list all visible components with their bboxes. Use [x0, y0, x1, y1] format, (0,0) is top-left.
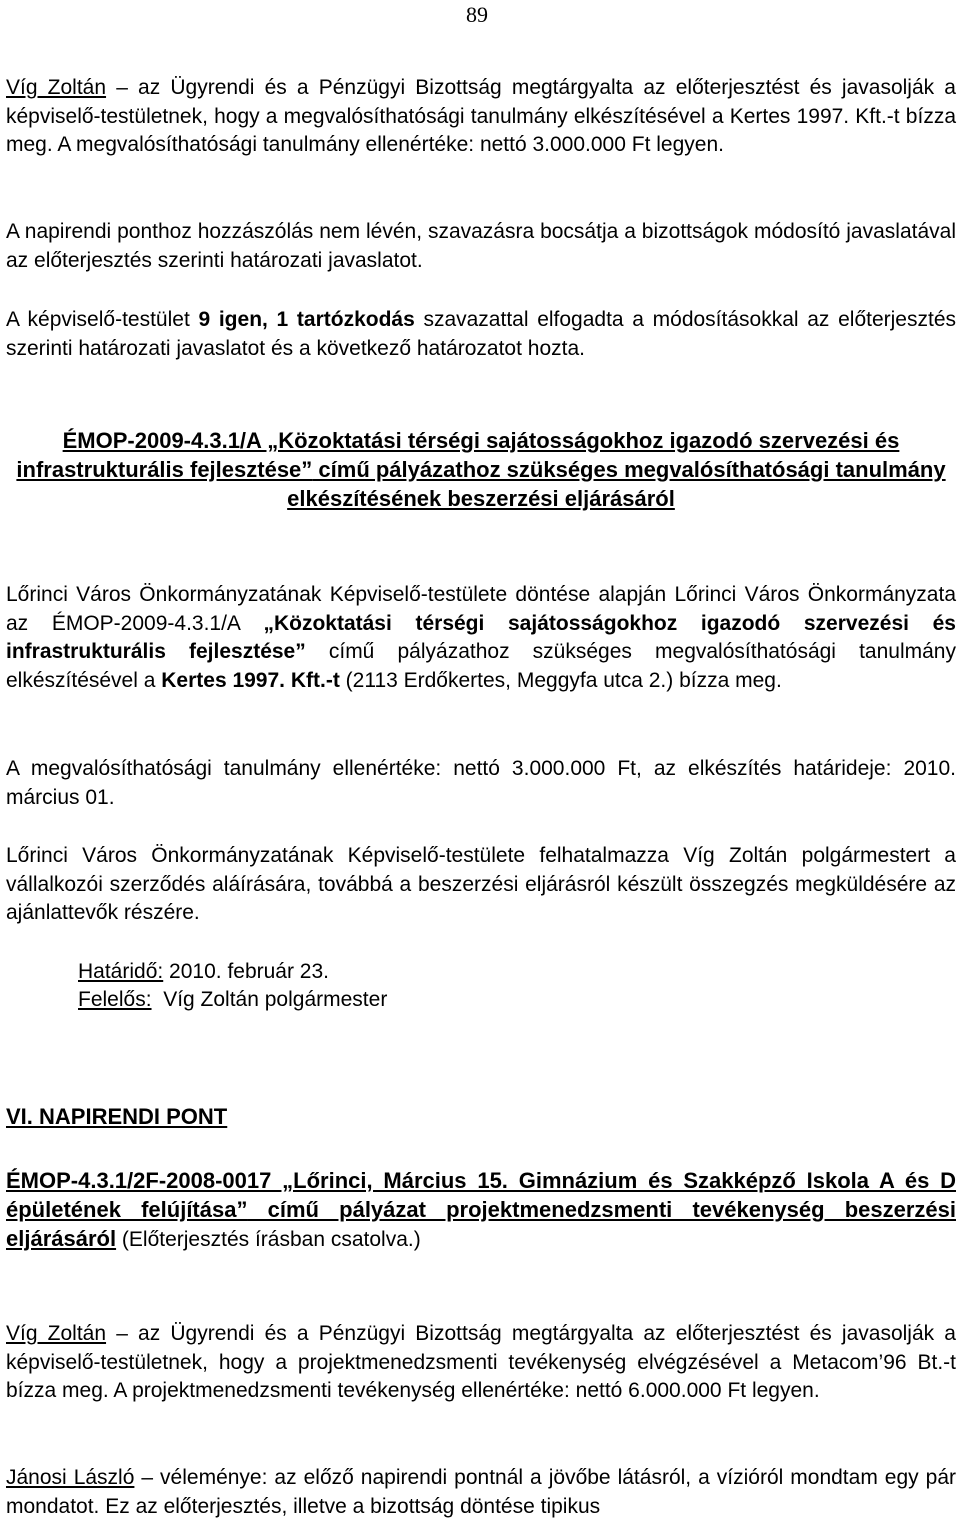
responsible-value: Víg Zoltán polgármester [151, 988, 388, 1011]
deadline-line [78, 958, 329, 987]
paragraph-text: – az Ügyrendi és a Pénzügyi Bizottság megtárgyalta az előterjesztést és javasolják a képviselő-testületnek, hogy a projektmenedzsmenti tevékenység elvégzésével a Metacom’96 Bt.-t bízza meg. A projektmenedzsmenti tevékenység ellenértéke: nettó 6.000.000 Ft legyen. [6, 1322, 956, 1402]
speaker-name: Víg Zoltán [6, 76, 107, 99]
section-title-text: VI. NAPIRENDI PONT [6, 1104, 228, 1129]
project-name: „Közoktatási térségi sajátosságokhoz igazodó szervezési és infrastrukturális fejlesztése” [6, 611, 956, 663]
vote-text-pre: A képviselő-testület [6, 308, 199, 331]
vote-text-post: szavazattal elfogadta a módosításokkal az előterjesztés szerinti határozati javaslatot és a következő határozatot hozta. [6, 308, 956, 360]
section-title [6, 1102, 956, 1131]
paragraph-vote-call: A napirendi ponthoz hozzászólás nem lévén, szavazásra bocsátja a bizottságok módosító javaslatával az előterjesztés szerinti határozati javaslatot. [6, 220, 956, 272]
agenda-title-main: ÉMOP-4.3.1/2F-2008-0017 „Lőrinci, Március 15. Gimnázium és Szakképző Iskola A és D épületének felújítása” [6, 1168, 956, 1222]
paragraph-text: – véleménye: az előző napirendi pontnál a jövőbe látásról, a vízióról mondtam egy pár mondatot. Ez az előterjesztés, illetve a bizottság döntése tipikus [6, 1466, 957, 1518]
agenda-note: (Előterjesztés írásban csatolva.) [116, 1228, 421, 1251]
agenda-title [6, 1166, 956, 1254]
speaker-name: Víg Zoltán [6, 1322, 107, 1345]
resolution-title-rest: című pályázathoz szükséges megvalósíthatósági tanulmány elkészítésének beszerzési eljárásáról [287, 457, 946, 511]
resolution-title [6, 426, 956, 513]
paragraph-opinion [6, 1464, 956, 1521]
resolution-paragraph-3: Lőrinci Város Önkormányzatának Képviselő-testülete felhatalmazza Víg Zoltán polgármestert a vállalkozói szerződés aláírására, továbbá a beszerzési eljárásról készült összegzés megküldésére az ajánlattevők részére. [6, 844, 956, 924]
resolution-paragraph-1 [6, 581, 956, 695]
speaker-name: Jánosi László [6, 1466, 135, 1489]
paragraph-committee-report-2 [6, 1320, 956, 1406]
resolution-text: Lőrinci Város Önkormányzatának Képviselő-testülete döntése alapján Lőrinci Város Önkormányzata az ÉMOP-2009-4.3.1/A [6, 583, 956, 635]
agenda-title-rest: című pályázat projektmenedzsmenti tevékenység beszerzési eljárásáról [6, 1197, 956, 1251]
vote-count: 9 igen, 1 tartózkodás [198, 308, 415, 331]
page-number: 89 [466, 2, 488, 27]
paragraph-text: – az Ügyrendi és a Pénzügyi Bizottság megtárgyalta az előterjesztést és javasolják a képviselő-testületnek, hogy a megvalósíthatósági tanulmány elkészítésével a Kertes 1997. Kft.-t bízza meg. A megvalósíthatósági tanulmány ellenértéke: nettó 3.000.000 Ft legyen. [6, 76, 956, 156]
resolution-title-main: ÉMOP-2009-4.3.1/A „Közoktatási térségi sajátosságokhoz igazodó szervezési és infrastrukturális fejlesztése” [16, 428, 900, 482]
paragraph-committee-report [6, 74, 956, 160]
responsible-line [78, 986, 387, 1015]
paragraph-vote-result [6, 306, 956, 363]
resolution-text: (2113 Erdőkertes, Meggyfa utca 2.) bízza meg. [339, 668, 782, 692]
resolution-text: című pályázathoz szükséges megvalósíthatósági tanulmány elkészítésével a [6, 640, 956, 692]
deadline-label: Határidő: [78, 960, 164, 983]
responsible-label: Felelős: [78, 988, 152, 1011]
deadline-value: 2010. február 23. [163, 960, 330, 983]
contractor-name: Kertes 1997. Kft.-t [161, 668, 340, 692]
resolution-paragraph-2: A megvalósíthatósági tanulmány ellenértéke: nettó 3.000.000 Ft, az elkészítés határideje: 2010. március 01. [6, 757, 956, 809]
